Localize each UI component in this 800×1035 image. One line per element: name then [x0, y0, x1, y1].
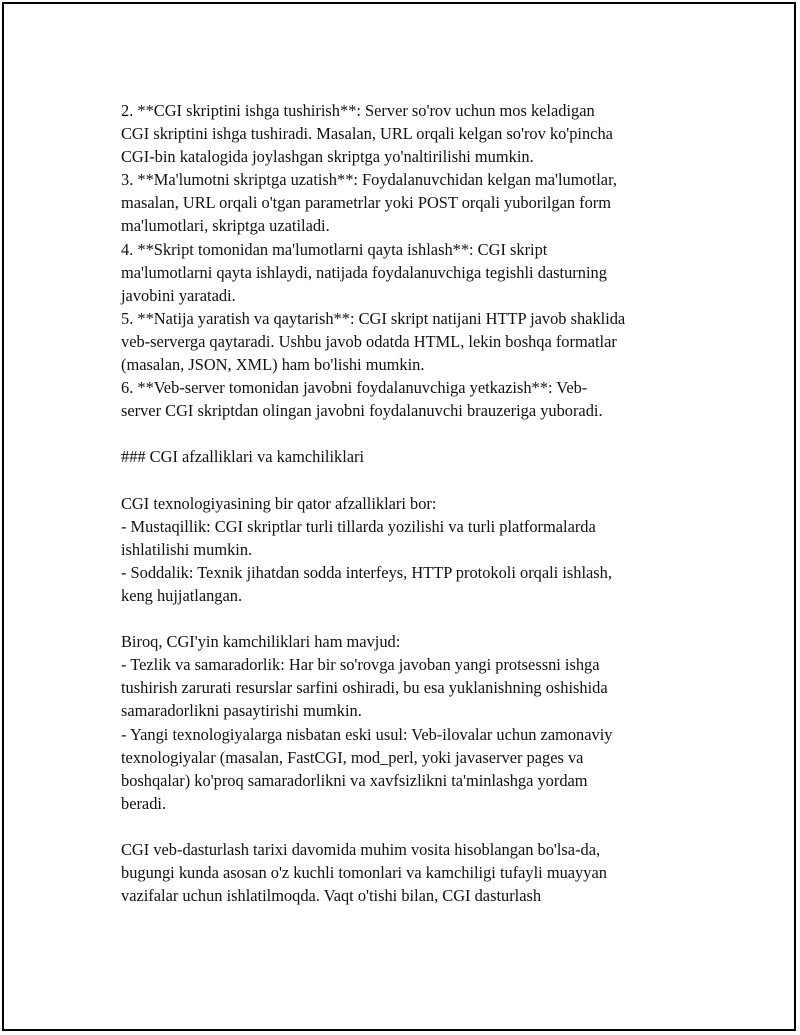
text-line: 5. **Natija yaratish va qaytarish**: CGI skript natijani HTTP javob shaklida: [121, 308, 626, 328]
text-line: beradi.: [121, 793, 167, 813]
text-line: CGI-bin katalogida joylashgan skriptga yo'naltirilishi mumkin.: [121, 147, 534, 167]
text-line: veb-serverga qaytaradi. Ushbu javob odatda HTML, lekin boshqa formatlar: [121, 331, 617, 351]
text-line: - Tezlik va samaradorlik: Har bir so'rovga javoban yangi protsessni ishga: [121, 655, 600, 675]
blank-line: [121, 815, 711, 838]
text-line: texnologiyalar (masalan, FastCGI, mod_perl, yoki javaserver pages va: [121, 747, 584, 767]
blank-line: [121, 607, 711, 630]
text-line: Biroq, CGI'yin kamchiliklari ham mavjud:: [121, 632, 401, 652]
text-line: tushirish zarurati resurslar sarfini oshiradi, bu esa yuklanishning oshishida: [121, 678, 608, 698]
blank-line: [121, 422, 711, 445]
text-line: server CGI skriptdan olingan javobni foydalanuvchi brauzeriga yuboradi.: [121, 401, 603, 421]
text-line: 6. **Veb-server tomonidan javobni foydalanuvchiga yetkazish**: Veb-: [121, 378, 588, 398]
text-line: - Yangi texnologiyalarga nisbatan eski usul: Veb-ilovalar uchun zamonaviy: [121, 724, 613, 744]
document-body: [121, 99, 711, 907]
text-line: ### CGI afzalliklari va kamchiliklari: [121, 447, 365, 467]
text-line: - Soddalik: Texnik jihatdan sodda interfeys, HTTP protokoli orqali ishlash,: [121, 562, 612, 582]
text-line: vazifalar uchun ishlatilmoqda. Vaqt o'tishi bilan, CGI dasturlash: [121, 886, 542, 906]
text-line: javobini yaratadi.: [121, 285, 236, 305]
text-line: boshqalar) ko'proq samaradorlikni va xavfsizlikni ta'minlashga yordam: [121, 770, 588, 790]
text-line: (masalan, JSON, XML) ham bo'lishi mumkin.: [121, 355, 425, 375]
text-line: 4. **Skript tomonidan ma'lumotlarni qayta ishlash**: CGI skript: [121, 239, 548, 259]
page-frame: [2, 2, 796, 1031]
text-line: 3. **Ma'lumotni skriptga uzatish**: Foydalanuvchidan kelgan ma'lumotlar,: [121, 170, 617, 190]
text-line: CGI veb-dasturlash tarixi davomida muhim vosita hisoblangan bo'lsa-da,: [121, 840, 601, 859]
text-line: masalan, URL orqali o'tgan parametrlar yoki POST orqali yuborilgan form: [121, 193, 612, 213]
text-line: CGI skriptini ishga tushiradi. Masalan, URL orqali kelgan so'rov ko'pincha: [121, 124, 613, 144]
text-line: bugungi kunda asosan o'z kuchli tomonlari va kamchiligi tufayli muayyan: [121, 863, 607, 883]
text-line: 2. **CGI skriptini ishga tushirish**: Server so'rov uchun mos keladigan: [121, 101, 595, 120]
text-line: - Mustaqillik: CGI skriptlar turli tillarda yozilishi va turli platformalarda: [121, 516, 596, 536]
blank-line: [121, 469, 711, 492]
text-line: CGI texnologiyasining bir qator afzalliklari bor:: [121, 493, 437, 513]
text-line: keng hujjatlangan.: [121, 585, 243, 605]
text-line: samaradorlikni pasaytirishi mumkin.: [121, 701, 362, 721]
text-line: ma'lumotlarni qayta ishlaydi, natijada foydalanuvchiga tegishli dasturning: [121, 262, 607, 282]
text-line: ishlatilishi mumkin.: [121, 539, 253, 559]
text-line: ma'lumotlari, skriptga uzatiladi.: [121, 216, 330, 236]
